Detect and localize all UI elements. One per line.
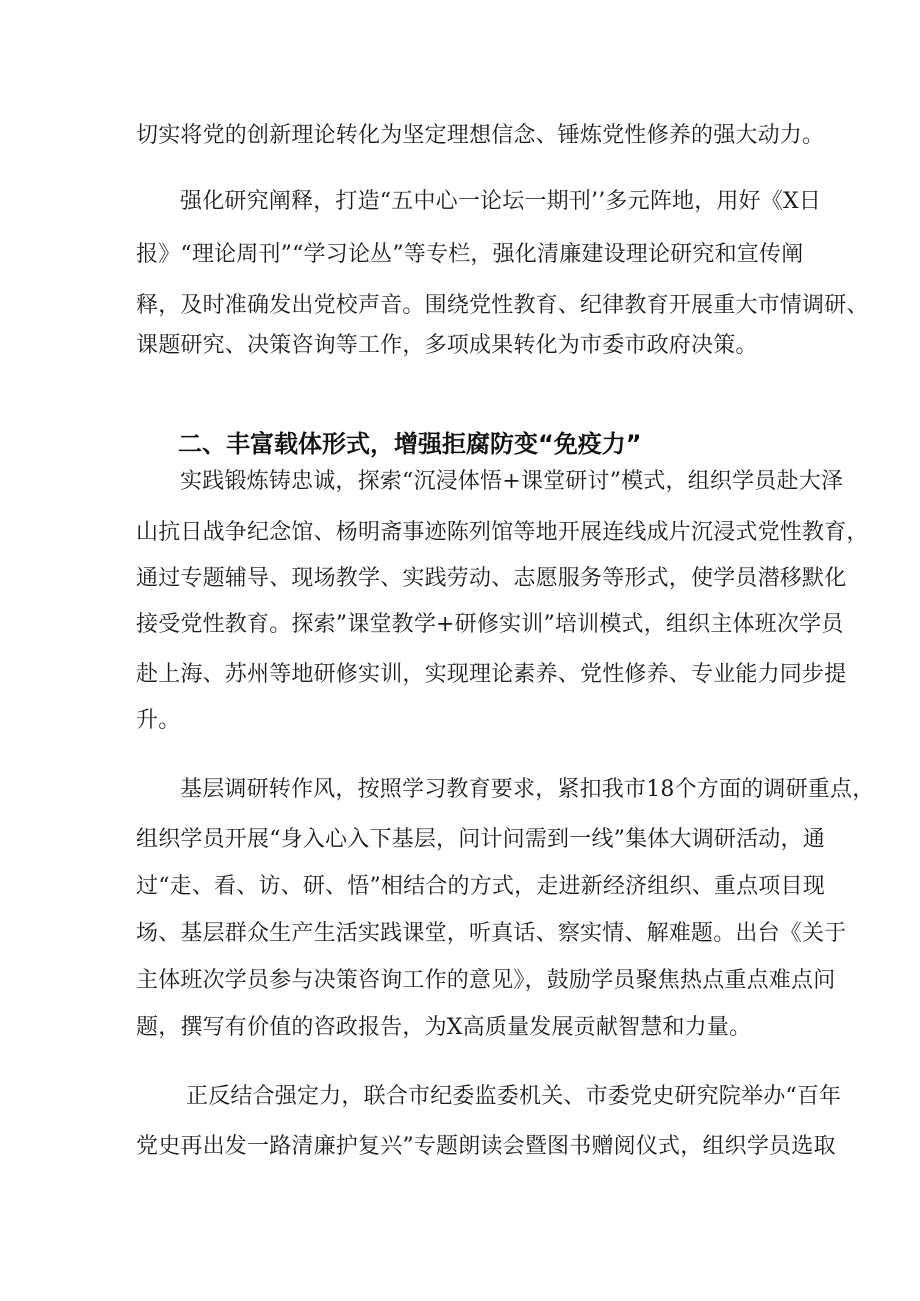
paragraph-4-line-2: 组织学员开展“身入心入下基层，问计问需到一线”集体大调研活动，通: [136, 827, 825, 852]
paragraph-1-line-1: 切实将党的创新理论转化为坚定理想信念、锤炼党性修养的强大动力。: [136, 123, 825, 148]
paragraph-3-line-2: 山抗日战争纪念馆、杨明斋事迹陈列馆等地开展连线成片沉浸式党性教育，: [136, 520, 869, 545]
paragraph-3-line-3: 通过专题辅导、现场教学、实践劳动、志愿服务等形式，使学员潜移默化: [136, 566, 847, 591]
paragraph-3-line-1: 实践锻炼铸忠诚，探索“沉浸体悟+课堂研讨”模式，组织学员赴大泽: [180, 469, 844, 494]
paragraph-2-line-1: 强化研究阐释，打造“五中心一论坛一期刊’’多元阵地，用好《X日: [180, 189, 822, 214]
paragraph-2-line-2: 报》“理论周刊”“学习论丛”等专栏，强化清廉建设理论研究和宣传阐: [136, 242, 804, 267]
paragraph-4-line-6: 题，撰写有价值的咨政报告，为X高质量发展贡献智慧和力量。: [136, 1015, 752, 1040]
paragraph-5-line-2: 党史再出发一路清廉护复兴”专题朗读会暨图书赠阅仪式，组织学员选取: [136, 1134, 836, 1159]
paragraph-4-line-4: 场、基层群众生产生活实践课堂，听真话、察实情、解难题。出台《关于: [136, 921, 847, 946]
paragraph-4-line-3: 过“走、看、访、研、悟”相结合的方式，走进新经济组织、重点项目现: [136, 874, 825, 899]
paragraph-3-line-6: 升。: [136, 708, 181, 733]
paragraph-4-line-5: 主体班次学员参与决策咨询工作的意见》，鼓励学员聚焦热点重点难点问: [136, 968, 836, 993]
paragraph-3-line-5: 赴上海、苏州等地研修实训，实现理论素养、党性修养、专业能力同步提: [136, 662, 847, 687]
paragraph-3-line-4: 接受党性教育。探索”课堂教学+研修实训”培训模式，组织主体班次学员: [136, 612, 844, 637]
section-heading: 二、丰富载体形式，增强拒腐防变“免疫力”: [178, 430, 642, 458]
paragraph-2-line-4: 课题研究、决策咨询等工作，多项成果转化为市委市政府决策。: [136, 333, 758, 358]
paragraph-4-line-1: 基层调研转作风，按照学习教育要求，紧扣我市18个方面的调研重点，: [180, 777, 875, 802]
paragraph-2-line-3: 释，及时准确发出党校声音。围绕党性教育、纪律教育开展重大市情调研、: [136, 293, 869, 318]
paragraph-5-line-1: 正反结合强定力，联合市纪委监委机关、市委党史研究院举办“百年: [186, 1084, 842, 1109]
